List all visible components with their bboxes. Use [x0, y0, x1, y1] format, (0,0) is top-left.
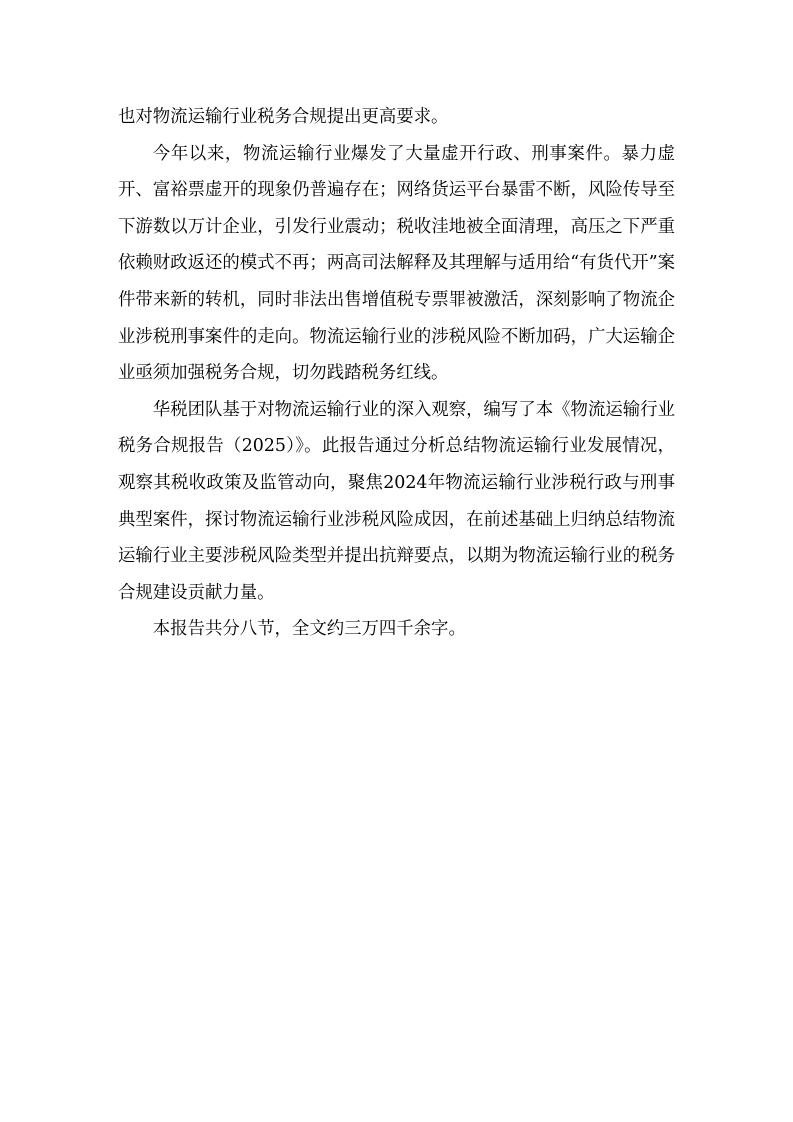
paragraph-report-length: 本报告共分八节，全文约三万四千余字。	[152, 619, 466, 640]
paragraph-report-overview: 华税团队基于对物流运输行业的深入观察，编写了本《物流运输行业税务合规报告（2025）》。此报告通过分析总结物流运输行业发展情况，观察其税收政策及监管动向，聚焦2024年物流运输行业涉税行政与刑事典型案件，探讨物流运输行业涉税风险成因，在前述基础上归纳总结物流运输行业主要涉税风险类型并提出抗辩要点，以期为物流运输行业的税务合规建设贡献力量。	[118, 399, 675, 603]
report-body-text	[118, 99, 675, 648]
paragraph-industry-risks: 今年以来，物流运输行业爆发了大量虚开行政、刑事案件。暴力虚开、富裕票虚开的现象仍普遍存在；网络货运平台暴雷不断，风险传导至下游数以万计企业，引发行业震动；税收洼地被全面清理，高压之下严重依赖财政返还的模式不再；两高司法解释及其理解与适用给“有货代开”案件带来新的转机，同时非法出售增值税专票罪被激活，深刻影响了物流企业涉税刑事案件的走向。物流运输行业的涉税风险不断加码，广大运输企业亟须加强税务合规，切勿践踏税务红线。	[118, 143, 675, 384]
paragraph-continued-compliance: 也对物流运输行业税务合规提出更高要求。	[118, 107, 449, 127]
